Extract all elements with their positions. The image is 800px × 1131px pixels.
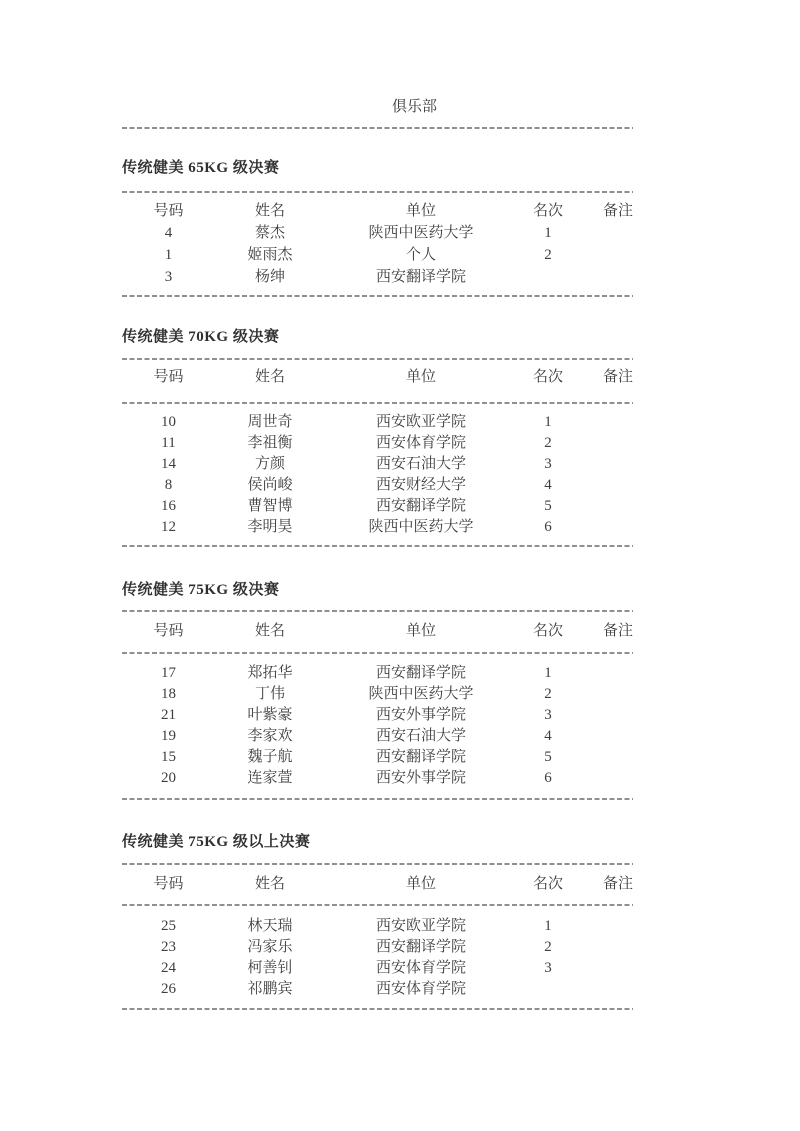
column-header: 名次: [532, 203, 563, 219]
dashed-divider: [122, 295, 633, 297]
table-row: [122, 412, 633, 433]
table-row: [122, 747, 633, 768]
table-cell: 10: [161, 414, 176, 430]
table-header-row: [122, 873, 633, 895]
column-header: 单位: [405, 203, 436, 219]
table-row: [122, 433, 633, 454]
column-header: 单位: [405, 876, 436, 892]
table-cell: 3: [544, 707, 552, 723]
table-cell: 侯尚峻: [247, 477, 293, 493]
table-row: [122, 663, 633, 684]
column-header: 号码: [153, 203, 184, 219]
table-cell: 1: [164, 247, 173, 263]
section-70kg: [122, 326, 633, 547]
table-row: [122, 496, 633, 517]
table-cell: 陕西中医药大学: [368, 519, 474, 535]
column-header: 备注: [602, 369, 633, 385]
section-heading: 传统健美 75KG 级以上决赛: [122, 834, 311, 850]
table-cell: 丁伟: [254, 686, 285, 702]
section-heading: 传统健美 70KG 级决赛: [122, 329, 280, 345]
dashed-divider: [122, 610, 633, 612]
section-heading: 传统健美 65KG 级决赛: [122, 160, 280, 176]
table-body: [122, 222, 633, 288]
section-75kg: [122, 579, 633, 800]
column-header: 名次: [532, 876, 563, 892]
table-cell: 21: [161, 707, 176, 723]
table-cell: 周世奇: [247, 414, 293, 430]
table-header-row: [122, 366, 633, 388]
table-cell: 20: [161, 770, 176, 786]
column-header: 单位: [405, 369, 436, 385]
table-cell: 西安体育学院: [375, 960, 466, 976]
table-cell: 曹智博: [247, 498, 293, 514]
table-cell: 15: [161, 749, 176, 765]
table-row: [122, 454, 633, 475]
table-cell: 25: [161, 918, 176, 934]
table-cell: 杨绅: [254, 269, 285, 285]
table-cell: 西安翻译学院: [375, 749, 466, 765]
table-cell: 西安翻译学院: [375, 498, 466, 514]
column-header: 姓名: [254, 203, 285, 219]
table-cell: 叶紫豪: [247, 707, 293, 723]
table-cell: 连家萱: [247, 770, 293, 786]
table-cell: 1: [544, 225, 552, 241]
table-cell: 西安翻译学院: [375, 665, 466, 681]
table-cell: 16: [161, 498, 176, 514]
column-header: 备注: [602, 876, 633, 892]
table-row: [122, 244, 633, 266]
column-header: 备注: [602, 623, 633, 639]
table-cell: 2: [544, 939, 552, 955]
table-cell: 西安外事学院: [375, 707, 466, 723]
table-row: [122, 222, 633, 244]
dashed-divider: [122, 1008, 633, 1010]
table-row: [122, 475, 633, 496]
column-header: 名次: [532, 369, 563, 385]
table-header-row: [122, 200, 633, 222]
table-row: [122, 684, 633, 705]
table-cell: 方颜: [254, 456, 285, 472]
table-cell: 西安石油大学: [375, 728, 466, 744]
table-cell: 18: [161, 686, 176, 702]
dashed-divider: [122, 402, 633, 404]
table-row: [122, 979, 633, 1000]
dashed-divider: [122, 127, 633, 129]
table-row: [122, 705, 633, 726]
table-cell: 魏子航: [247, 749, 293, 765]
table-cell: 5: [544, 749, 552, 765]
table-cell: 西安体育学院: [375, 981, 466, 997]
table-row: [122, 916, 633, 937]
dashed-divider: [122, 358, 633, 360]
table-cell: 23: [161, 939, 176, 955]
table-cell: 1: [544, 665, 552, 681]
table-cell: 4: [544, 728, 552, 744]
table-cell: 冯家乐: [247, 939, 293, 955]
table-cell: 西安外事学院: [375, 770, 466, 786]
table-cell: 李明昊: [247, 519, 293, 535]
table-cell: 3: [544, 960, 552, 976]
dashed-divider: [122, 191, 633, 193]
column-header: 备注: [602, 203, 633, 219]
table-cell: 6: [544, 770, 552, 786]
table-cell: 26: [161, 981, 176, 997]
dashed-divider: [122, 798, 633, 800]
column-header: 姓名: [254, 369, 285, 385]
table-cell: 12: [161, 519, 176, 535]
page-title: 俱乐部: [391, 99, 437, 115]
section-heading: 传统健美 75KG 级决赛: [122, 582, 280, 598]
table-cell: 3: [544, 456, 552, 472]
table-cell: 1: [544, 918, 552, 934]
table-cell: 2: [544, 435, 552, 451]
table-cell: 8: [164, 477, 173, 493]
column-header: 名次: [532, 623, 563, 639]
table-row: [122, 768, 633, 789]
dashed-divider: [122, 863, 633, 865]
table-cell: 西安欧亚学院: [375, 918, 466, 934]
table-cell: 李家欢: [247, 728, 293, 744]
section-75kg-plus: [122, 831, 633, 1010]
table-header-row: [122, 620, 633, 642]
table-cell: 1: [544, 414, 552, 430]
table-cell: 3: [164, 269, 173, 285]
table-cell: 柯善钊: [247, 960, 293, 976]
section-65kg: [122, 157, 633, 297]
table-cell: 郑拓华: [247, 665, 293, 681]
table-cell: 西安翻译学院: [375, 939, 466, 955]
column-header: 姓名: [254, 876, 285, 892]
table-cell: 17: [161, 665, 176, 681]
table-cell: 14: [161, 456, 176, 472]
column-header: 姓名: [254, 623, 285, 639]
table-cell: 西安体育学院: [375, 435, 466, 451]
table-row: [122, 266, 633, 288]
column-header: 号码: [153, 369, 184, 385]
table-row: [122, 937, 633, 958]
table-cell: 6: [544, 519, 552, 535]
table-row: [122, 958, 633, 979]
table-cell: 西安石油大学: [375, 456, 466, 472]
dashed-divider: [122, 652, 633, 654]
table-cell: 西安翻译学院: [375, 269, 466, 285]
table-cell: 4: [164, 225, 173, 241]
table-cell: 4: [544, 477, 552, 493]
column-header: 号码: [153, 876, 184, 892]
table-cell: 2: [544, 247, 552, 263]
table-cell: 西安欧亚学院: [375, 414, 466, 430]
table-cell: 林天瑞: [247, 918, 293, 934]
table-cell: 19: [161, 728, 176, 744]
dashed-divider: [122, 545, 633, 547]
table-cell: 李祖衡: [247, 435, 293, 451]
table-body: [122, 663, 633, 789]
document-content: [122, 96, 633, 1010]
table-row: [122, 517, 633, 538]
table-cell: 陕西中医药大学: [368, 686, 474, 702]
table-cell: 11: [161, 435, 176, 451]
column-header: 单位: [405, 623, 436, 639]
table-row: [122, 726, 633, 747]
table-cell: 24: [161, 960, 176, 976]
table-cell: 2: [544, 686, 552, 702]
table-cell: 蔡杰: [254, 225, 285, 241]
table-cell: 个人: [405, 247, 436, 263]
table-cell: 姬雨杰: [247, 247, 293, 263]
dashed-divider: [122, 904, 633, 906]
table-cell: 5: [544, 498, 552, 514]
table-cell: 陕西中医药大学: [368, 225, 474, 241]
table-cell: 祁鹏宾: [247, 981, 293, 997]
column-header: 号码: [153, 623, 184, 639]
table-body: [122, 916, 633, 1000]
table-cell: 西安财经大学: [375, 477, 466, 493]
table-body: [122, 412, 633, 538]
